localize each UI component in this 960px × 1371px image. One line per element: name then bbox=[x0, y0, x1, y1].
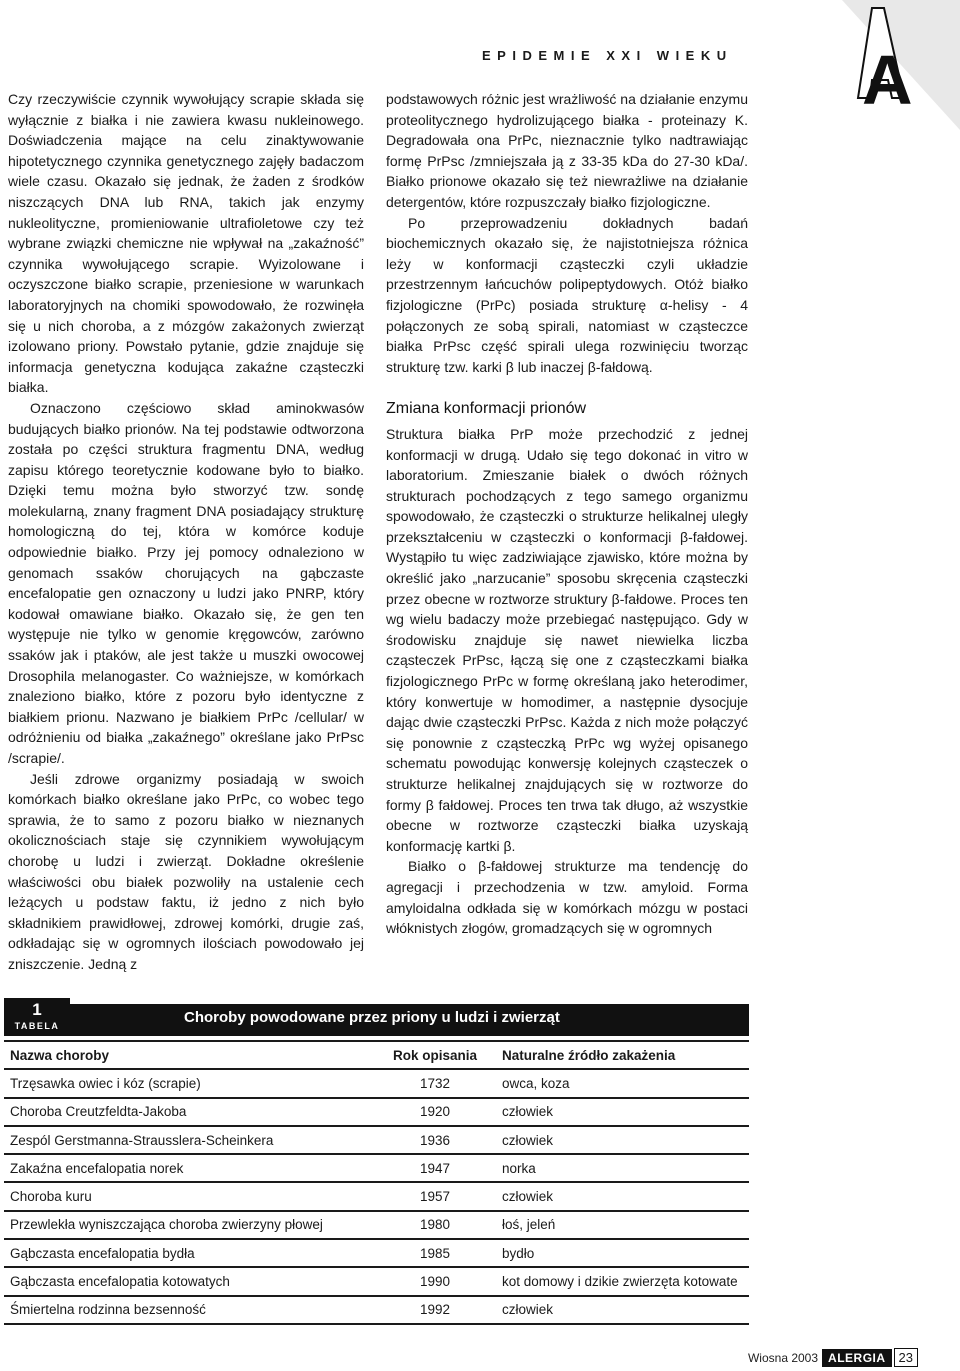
paragraph: Białko o β-fałdowej strukturze ma tendencję do agregacji i przechodzenia w tzw. amyloid. Forma amyloidalna odkłada się w komórkach mózgu w postaci włóknistych złogów, gromadzących się w ogromnych bbox=[386, 858, 748, 937]
table-header-row bbox=[4, 1041, 749, 1069]
table-row bbox=[4, 1267, 749, 1295]
table-cell: 1980 bbox=[374, 1211, 496, 1239]
table-cell: Śmiertelna rodzinna bezsenność bbox=[4, 1296, 374, 1324]
table-cell: Choroba Creutzfeldta-Jakoba bbox=[4, 1098, 374, 1126]
paragraph: Jeśli zdrowe organizmy posiadają w swoich komórkach białko określane jako PrPc, co wobec tego sprawia, że to samo z pozoru białko w nieznanych okolicznościach staje się czynnikiem wywołującym chorobę u ludzi i zwierząt. Dokładne określenie właściwości obu białek pozwoliły na ustalenie cech leżących u podstaw faktu, iż jedno z nich było składnikiem prawidłowej, zdrowej komórki, drugie zaś, odkładając się w ogromnych ilościach powodowało jej zniszczenie. Jedną z bbox=[8, 770, 364, 972]
section-title: EPIDEMIE XXI WIEKU bbox=[482, 48, 733, 63]
table-cell: łoś, jeleń bbox=[496, 1211, 749, 1239]
table-row bbox=[4, 1296, 749, 1324]
table-cell: 1985 bbox=[374, 1239, 496, 1267]
table-cell: Gąbczasta encefalopatia bydła bbox=[4, 1239, 374, 1267]
table-title: Choroby powodowane przez priony u ludzi i zwierząt bbox=[70, 1004, 749, 1036]
table-row bbox=[4, 1069, 749, 1097]
table-cell: kot domowy i dzikie zwierzęta kotowate bbox=[496, 1267, 749, 1295]
table-cell: Gąbczasta encefalopatia kotowatych bbox=[4, 1267, 374, 1295]
table-badge bbox=[4, 998, 70, 1036]
table-row bbox=[4, 1239, 749, 1267]
article-column-left bbox=[8, 89, 364, 975]
column-header: Naturalne źródło zakażenia bbox=[496, 1041, 749, 1069]
table-cell: człowiek bbox=[496, 1296, 749, 1324]
table-cell: 1990 bbox=[374, 1267, 496, 1295]
subheading: Zmiana konformacji prionów bbox=[386, 400, 587, 418]
issue-season: Wiosna 2003 bbox=[747, 1350, 819, 1365]
table-cell: 1957 bbox=[374, 1182, 496, 1210]
paragraph: podstawowych różnic jest wrażliwość na działanie enzymu proteolitycznego hydrolizującego białka - proteinazy K. Degradowała ona PrPc, nieznacznie tylko nadtrawiając formę PrPsc /zmniejszała ją z 33-35 kDa do 27-30 kDa/. Białko prionowe okazało się też niewrażliwe na działanie detergentów, które rozpuszczały białko fizjologiczne. bbox=[386, 91, 748, 210]
table-row bbox=[4, 1211, 749, 1239]
table-cell: 1992 bbox=[374, 1296, 496, 1324]
article-column-right bbox=[386, 89, 748, 939]
table-cell: Przewlekła wyniszczająca choroba zwierzyny płowej bbox=[4, 1211, 374, 1239]
paragraph: Po przeprowadzeniu dokładnych badań biochemicznych okazało się, że najistotniejsza różnica leży w konformacji cząsteczki czyli układzie przestrzennym łańcuchów polipeptydowych. Otóż białko fizjologiczne (PrPc) posiada strukturę α-helisy - 4 połączonych ze sobą spirali, natomiast w cząsteczce białka PrPsc część spirali ulega rozwinięciu tworząc strukturę tzw. karki β lub inaczej β-fałdową. bbox=[386, 214, 748, 375]
table-number: 1 bbox=[32, 1000, 42, 1019]
page-number: 23 bbox=[894, 1348, 918, 1367]
logo-letter: A bbox=[862, 41, 913, 119]
table-cell: Choroba kuru bbox=[4, 1182, 374, 1210]
paragraph: Oznaczono częściowo skład aminokwasów budujących białko prionów. Na tej podstawie odtworzona została po części struktura fragmentu DNA, według zapisu którego teoretycznie kodowane było to białko. Dzięki temu można było stworzyć tzw. sondę molekularną, znany fragment DNA posiadający strukturę homologiczną do tej, która w komórce koduje odpowiednie białko. Przy jej pomocy odnaleziono w genomach ssaków chorujących na gąbczaste encefalopatie gen oznaczony u ludzi jako PNRP, który kodował omawiane białko. Okazało się, że gen ten występuje nie tylko w genomie kręgowców, zarówno ssaków jak i ptaków, ale jest także u muszki owocowej Drosophila melanogaster. Co ważniejsze, w komórkach znaleziono białko, które z pozoru było identyczne z białkiem prionu. Nazwano je białkiem PrPc /cellular/ w odróżnieniu od białka „zakaźnego” określane jako PrPsc /scrapie/. bbox=[8, 399, 364, 766]
column-header: Nazwa choroby bbox=[4, 1041, 374, 1069]
table-header bbox=[4, 998, 749, 1036]
table-cell: bydło bbox=[496, 1239, 749, 1267]
disease-table bbox=[4, 998, 749, 1325]
table-cell: Zakaźna encefalopatia norek bbox=[4, 1154, 374, 1182]
paragraph: Struktura białka PrP może przechodzić z jednej konformacji w drugą. Udało się tego dokonać in vitro w laboratorium. Zmieszanie białek o dwóch różnych strukturach pochodzących z tego samego organizmu spowodowało, że cząsteczki o strukturze helikalnej uległy przekształceniu w cząsteczki o konformacji β-fałdowej. Wystąpiło tu więc zadziwiające zjawisko, które można by określić jako „narzucanie” sposobu skręcenia cząsteczki przez obecne w roztworze struktury β-fałdowe. Proces ten wg wielu badaczy może przebiegać następująco. Gdy w środowisku znajduje się nawet niewielka liczba cząsteczek PrPsc, łączą się one z cząsteczkami białka fizjologicznego PrPc w formę określaną jako heterodimer, który konwertuje w homodimer, a następnie dysocjuje dając dwie cząsteczki PrPsc. Każda z nich może połączyć się ponownie z cząsteczką PrPc wg wyżej opisanego schematu powodując konwersję kolejnych cząsteczek o strukturze helikalnej znajdujących się w roztworze do formy β fałdowej. Proces ten trwa tak długo, aż wszystkie obecne w roztworze cząsteczki białka uzyskają konformację kartki β. bbox=[386, 425, 748, 854]
table-row bbox=[4, 1154, 749, 1182]
table bbox=[4, 1040, 749, 1325]
journal-brand: ALERGIA bbox=[822, 1349, 892, 1367]
page-footer bbox=[748, 1348, 918, 1367]
table-cell: człowiek bbox=[496, 1098, 749, 1126]
paragraph: Czy rzeczywiście czynnik wywołujący scrapie składa się wyłącznie z białka i nie zawiera kwasu nukleinowego. Doświadczenia mające na celu zinaktywowanie hipotetycznego czynnika genetycznego zajęły badaczom wiele czasu. Okazało się jednak, że żaden z środków niszczących DNA lub RNA, takich jak enzymy nukleolityczne, promieniowanie ultrafioletowe czy też wybrane związki chemiczne nie wpływał na „zakaźność” czynnika wywołującego scrapie. Wyizolowane i oczyszczone białko scrapie, przeniesione w warunkach laboratoryjnych na chomiki spowodowało, że rozwinęła się u nich choroba, a z mózgów zakażonych zwierząt izolowano priony. Powstało pytanie, gdzie znajduje się informacja genetyczna kodująca zakaźne cząsteczki białka. bbox=[8, 91, 364, 396]
table-cell: 1947 bbox=[374, 1154, 496, 1182]
table-row bbox=[4, 1182, 749, 1210]
table-cell: 1732 bbox=[374, 1069, 496, 1097]
table-cell: norka bbox=[496, 1154, 749, 1182]
table-row bbox=[4, 1126, 749, 1154]
table-cell: Zespól Gerstmanna-Strausslera-Scheinkera bbox=[4, 1126, 374, 1154]
table-row bbox=[4, 1098, 749, 1126]
column-header: Rok opisania bbox=[374, 1041, 496, 1069]
journal-logo bbox=[842, 0, 960, 130]
table-cell: owca, koza bbox=[496, 1069, 749, 1097]
table-cell: 1920 bbox=[374, 1098, 496, 1126]
table-cell: 1936 bbox=[374, 1126, 496, 1154]
table-cell: człowiek bbox=[496, 1182, 749, 1210]
table-cell: Trzęsawka owiec i kóz (scrapie) bbox=[4, 1069, 374, 1097]
table-cell: człowiek bbox=[496, 1126, 749, 1154]
table-label: TABELA bbox=[14, 1021, 60, 1031]
